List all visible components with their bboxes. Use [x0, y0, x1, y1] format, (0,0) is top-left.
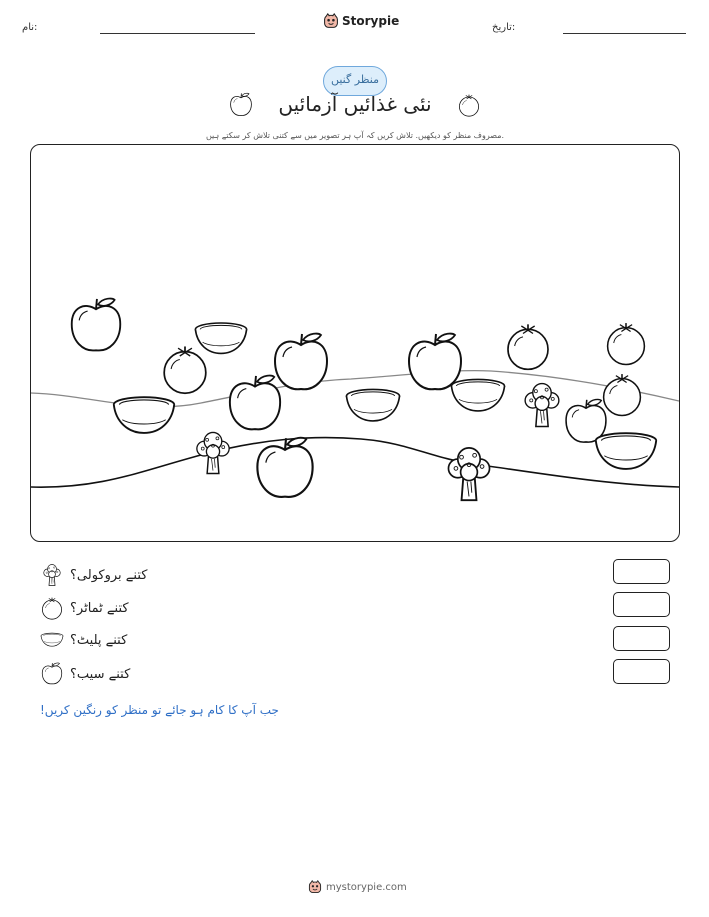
answer-box-apple[interactable]: [613, 659, 670, 684]
apple: [257, 438, 312, 497]
date-label: تاریخ:: [492, 22, 516, 33]
bowl: [346, 389, 399, 420]
date-line[interactable]: [563, 33, 686, 34]
storypie-footer-icon: [308, 880, 322, 894]
apple: [72, 299, 121, 351]
tomato: [164, 346, 206, 393]
apple: [566, 399, 606, 442]
question-bowl-label: کتنے پلیٹ؟: [70, 632, 128, 648]
answer-box-broccoli[interactable]: [613, 559, 670, 584]
name-label: نام:: [22, 22, 38, 33]
brand-name: Storypie: [342, 14, 400, 28]
bowl: [451, 379, 504, 410]
bowl-icon: [40, 629, 64, 651]
coloring-note: جب آپ کا کام ہو جائے تو منظر کو رنگین کریں!: [40, 703, 279, 717]
tomato-icon: [40, 596, 64, 620]
title-left-apple-icon: [229, 92, 253, 118]
brand-logo: [323, 13, 399, 29]
apple: [409, 334, 461, 390]
bowl: [114, 397, 174, 433]
question-row-apple: [40, 662, 130, 686]
apple-icon: [40, 662, 64, 686]
broccoli: [197, 432, 229, 473]
question-row-broccoli: [40, 563, 147, 587]
category-badge: منظر گنیں: [323, 66, 387, 96]
broccoli-icon: [40, 563, 64, 587]
name-line[interactable]: [100, 33, 255, 34]
broccoli: [525, 384, 559, 427]
tomato: [508, 324, 548, 369]
instructions: مصروف منظر کو دیکھیں. تلاش کریں کہ آپ ہر تصویر میں سے کتنی تلاش کر سکتے ہیں.: [205, 131, 505, 140]
answer-box-tomato[interactable]: [613, 592, 670, 617]
bowl: [596, 433, 656, 469]
question-tomato-label: کتنے ٹماٹر؟: [70, 600, 129, 616]
bowl: [195, 323, 246, 353]
site-url[interactable]: mystorypie.com: [326, 881, 407, 893]
tomato: [608, 323, 645, 364]
answer-box-bowl[interactable]: [613, 626, 670, 651]
question-row-bowl: [40, 629, 127, 651]
site-footer: [308, 880, 407, 894]
busy-scene: [30, 144, 680, 542]
storypie-mascot-icon: [323, 13, 339, 29]
tomato: [604, 374, 641, 415]
scene-illustration: [31, 145, 679, 541]
broccoli: [448, 448, 489, 500]
apple: [275, 334, 327, 390]
question-row-tomato: [40, 596, 129, 620]
apple: [230, 376, 280, 430]
question-apple-label: کتنے سیب؟: [70, 666, 131, 682]
question-broccoli-label: کتنے بروکولی؟: [70, 567, 148, 583]
page-title: نئی غذائیں آزمائیں: [278, 92, 432, 116]
title-right-apple-icon: [457, 92, 481, 118]
